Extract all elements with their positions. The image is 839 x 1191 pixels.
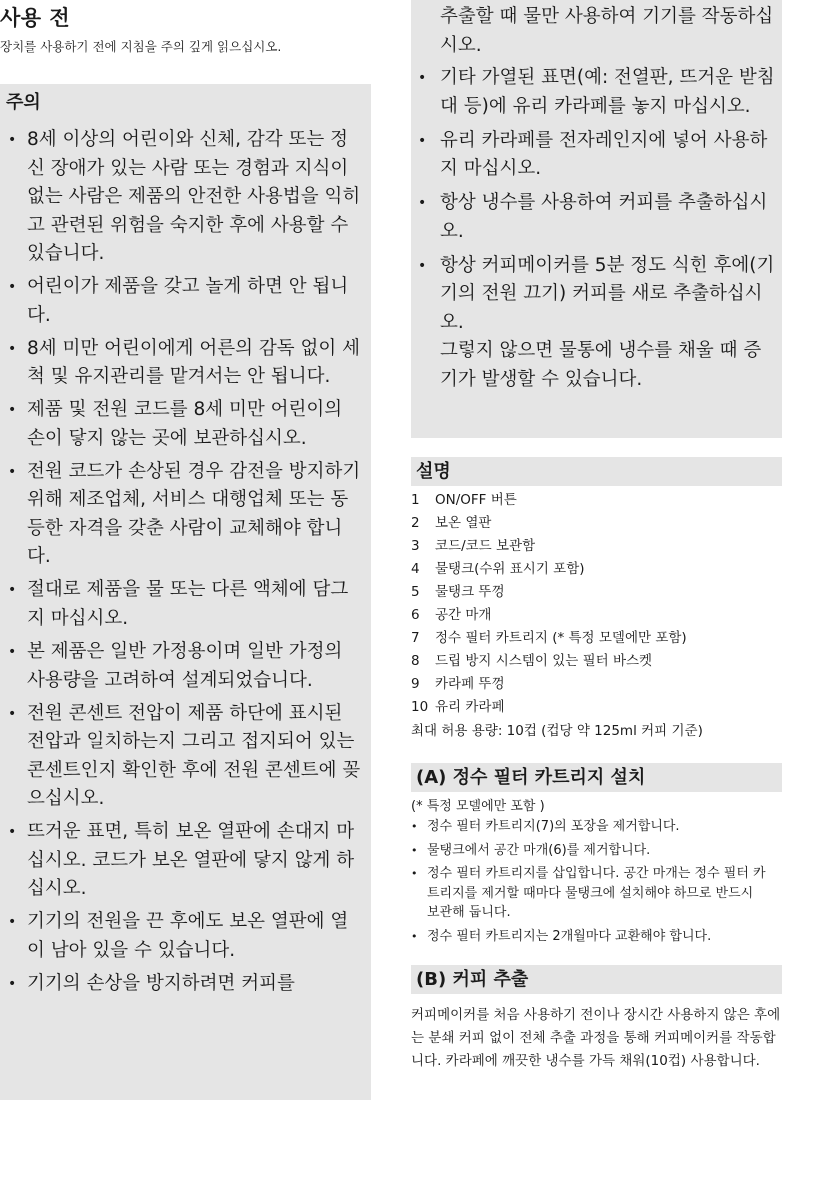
list-item: 7 정수 필터 카트리지 (* 특정 모델에만 포함) [411, 630, 687, 646]
list-item: 10 유리 카라페 [411, 699, 505, 715]
list-item: • 기기의 손상을 방지하려면 커피를 [8, 970, 364, 999]
bullet-icon: • [418, 132, 427, 149]
list-item: 1 ON/OFF 버튼 [411, 492, 517, 508]
page-title: 사용 전 [0, 6, 71, 30]
bullet-icon: • [8, 463, 17, 480]
max-capacity: 최대 허용 용량: 10컵 (컵당 약 125ml 커피 기준) [411, 723, 703, 739]
filter-install-title: (A) 정수 필터 카트리지 설치 [411, 763, 782, 792]
list-item: • 항상 냉수를 사용하여 커피를 추출하십시오. [416, 189, 776, 246]
bullet-icon: • [8, 644, 17, 661]
list-item: • 유리 카라페를 전자레인지에 넣어 사용하지 마십시오. [416, 127, 776, 184]
caution-list [8, 126, 364, 1003]
bullet-icon: • [411, 820, 418, 833]
bullet-icon: • [411, 929, 418, 943]
list-item: • 제품 및 전원 코드를 8세 미만 어린이의 손이 닿지 않는 곳에 보관하십시오. [8, 396, 364, 453]
caution-continued-list [416, 64, 776, 400]
bullet-icon: • [8, 824, 17, 841]
bullet-icon: • [8, 340, 17, 357]
list-item: • 기타 가열된 표면(예: 전열판, 뜨거운 받침대 등)에 유리 카라페를 놓지 마십시오. [416, 64, 776, 121]
bullet-icon: • [418, 195, 427, 211]
list-item: • 전원 콘센트 전압이 제품 하단에 표시된 전압과 일치하는지 그리고 접지되어 있는 콘센트인지 확인한 후에 전원 콘센트에 꽂으십시오. [8, 700, 364, 814]
list-item: • 물탱크에서 공간 마개(6)를 제거합니다. [411, 841, 766, 861]
filter-install-note: (* 특정 모델에만 포함 ) [411, 799, 545, 814]
list-item: 4 물탱크(수위 표시기 포함) [411, 561, 585, 577]
list-item: 5 물탱크 뚜껑 [411, 584, 505, 600]
description-title: 설명 [411, 457, 782, 486]
coffee-brewing-text: 커피메이커를 처음 사용하기 전이나 장시간 사용하지 않은 후에는 분쇄 커피 없이 전체 추출 과정을 통해 커피메이커를 작동합니다. 카라페에 깨끗한 냉수를 가득 채워(10컵) 사용합니다. [411, 1007, 781, 1069]
filter-install-steps [411, 817, 766, 950]
list-item: 8 드립 방지 시스템이 있는 필터 바스켓 [411, 653, 653, 669]
page-intro: 장치를 사용하기 전에 지침을 주의 깊게 읽으십시오. [0, 39, 282, 54]
bullet-icon: • [418, 70, 427, 86]
bullet-icon: • [418, 257, 427, 274]
list-item: • 전원 코드가 손상된 경우 감전을 방지하기 위해 제조업체, 서비스 대행업체 또는 동등한 자격을 갖춘 사람이 교체해야 합니다. [8, 458, 364, 572]
list-item: • 정수 필터 카트리지(7)의 포장을 제거합니다. [411, 817, 766, 837]
bullet-icon: • [411, 843, 418, 857]
bullet-icon: • [8, 914, 17, 931]
list-item: • 항상 커피메이커를 5분 정도 식힌 후에(기기의 전원 끄기) 커피를 새로 추출하십시오. 그렇지 않으면 물통에 냉수를 채울 때 증기가 발생할 수 있습니다. [416, 252, 776, 395]
caution-continued-text: 추출할 때 물만 사용하여 기기를 작동하십시오. [440, 6, 774, 56]
list-item: • 정수 필터 카트리지는 2개월마다 교환해야 합니다. [411, 927, 766, 947]
list-item: • 8세 미만 어린이에게 어른의 감독 없이 세척 및 유지관리를 맡겨서는 안 됩니다. [8, 335, 364, 392]
bullet-icon: • [8, 132, 17, 148]
list-item: • 기기의 전원을 끈 후에도 보온 열판에 열이 남아 있을 수 있습니다. [8, 908, 364, 965]
bullet-icon: • [8, 279, 17, 296]
parts-list [411, 489, 687, 719]
bullet-icon: • [8, 582, 17, 599]
bullet-icon: • [8, 705, 17, 722]
list-item: • 8세 이상의 어린이와 신체, 감각 또는 정신 장애가 있는 사람 또는 경험과 지식이 없는 사람은 제품의 안전한 사용법을 익히고 관련된 위험을 숙지한 후에 사용할 수 있습니다. [8, 126, 364, 269]
list-item: • 뜨거운 표면, 특히 보온 열판에 손대지 마십시오. 코드가 보온 열판에 닿지 않게 하십시오. [8, 818, 364, 904]
list-item: • 절대로 제품을 물 또는 다른 액체에 담그지 마십시오. [8, 576, 364, 633]
list-item: 6 공간 마개 [411, 607, 492, 623]
bullet-icon: • [8, 975, 17, 992]
list-item: • 정수 필터 카트리지를 삽입합니다. 공간 마개는 정수 필터 카트리지를 제거할 때마다 물탱크에 설치해야 하므로 반드시 보관해 둡니다. [411, 866, 766, 920]
bullet-icon: • [411, 867, 418, 880]
coffee-brewing-title: (B) 커피 추출 [411, 965, 782, 994]
list-item: 2 보온 열판 [411, 515, 492, 531]
bullet-icon: • [8, 402, 17, 419]
list-item: • 본 제품은 일반 가정용이며 일반 가정의 사용량을 고려하여 설계되었습니다. [8, 638, 364, 695]
caution-title: 주의 [6, 92, 41, 113]
list-item: 9 카라페 뚜껑 [411, 676, 505, 692]
list-item: 3 코드/코드 보관함 [411, 538, 536, 554]
list-item: • 어린이가 제품을 갖고 놀게 하면 안 됩니다. [8, 273, 364, 330]
